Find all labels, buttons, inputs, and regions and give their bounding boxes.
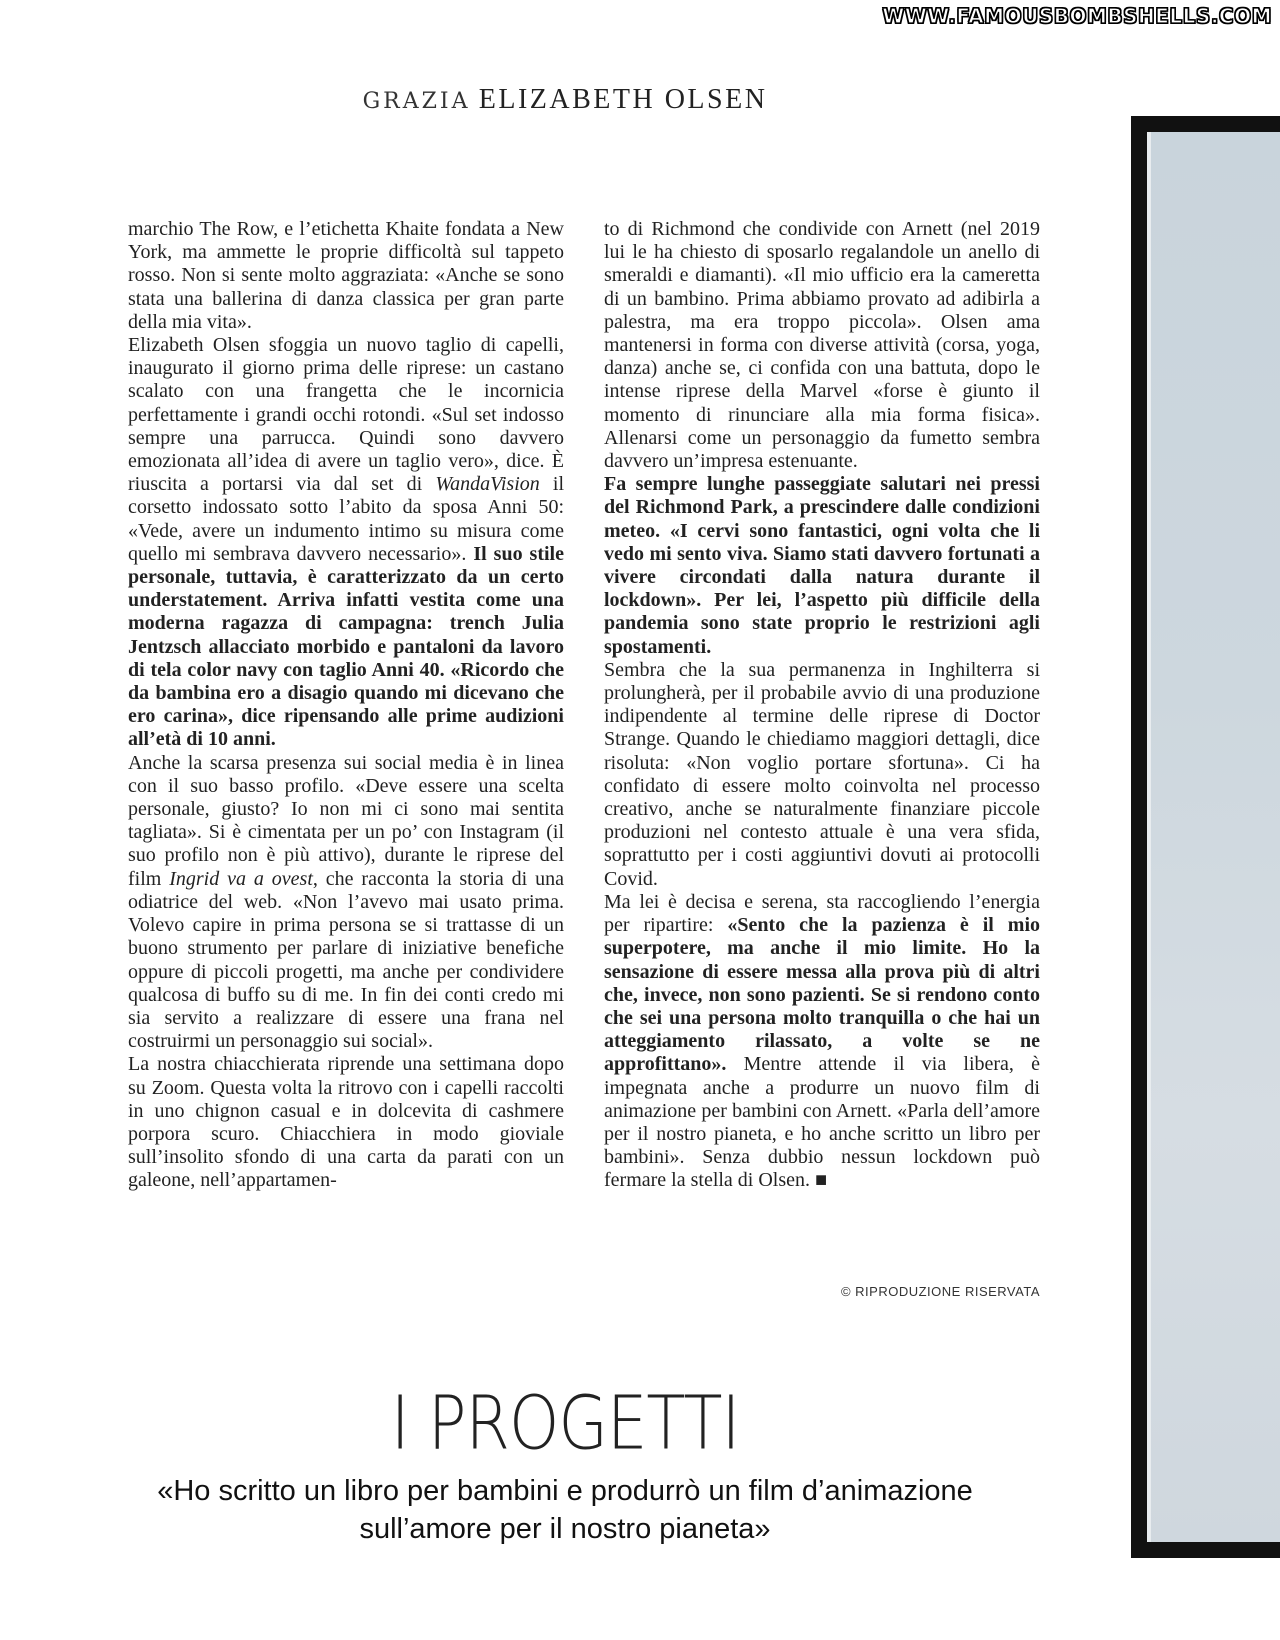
article-paragraph [128, 1053, 564, 1192]
text-segment: Ingrid va a ovest [169, 867, 313, 890]
article-paragraph [128, 218, 564, 334]
text-segment: WandaVision [435, 473, 540, 496]
article-paragraph [128, 752, 564, 1054]
copyright-notice: © RIPRODUZIONE RISERVATA [840, 1284, 1040, 1299]
article-column-right [604, 218, 1040, 1193]
text-segment: Ma lei è decisa e serena, sta raccogliendo l’energia per ripartire: [604, 890, 1040, 937]
article-paragraph [604, 891, 1040, 1193]
text-segment: to di Richmond che condivide con Arnett (nel 2019 lui le ha chiesto di sposarlo regalandole un anello di smeraldi e diamanti). «Il mio ufficio era la cameretta di un bambino. Prima abbiamo provato ad adibirla a palestra, ma era troppo piccola». Olsen ama mantenersi in forma con diverse attività (corsa, yoga, danza) anche se, ci confida con una battuta, dopo le intense riprese della Marvel «forse è giunto il momento di rinunciare alla mia forma fisica». Allenarsi come un personaggio da fumetto sembra davvero un’impresa estenuante. [604, 218, 1040, 473]
article-paragraph [604, 659, 1040, 891]
article-paragraph [604, 473, 1040, 659]
pull-quote-line-1: «Ho scritto un libro per bambini e produrrò un film d’animazione [157, 1475, 973, 1507]
magazine-logo: GRAZIA [362, 89, 471, 114]
text-segment: marchio The Row, e l’etichetta Khaite fondata a New York, ma ammette le proprie difficoltà sul tappeto rosso. Non si sente molto aggraziata: «Anche se sono stata una ballerina di danza classica per gran parte della mia vita». [128, 218, 564, 333]
text-segment: Elizabeth Olsen sfoggia un nuovo taglio di capelli, inaugurato il giorno prima delle riprese: un castano scalato con una frangetta che le incornicia perfettamente i grandi occhi rotondi. «Sul set indosso sempre una parrucca. Quindi sono davvero emozionata all’idea di avere un taglio vero», dice. È riuscita a portarsi via dal set di [128, 334, 564, 496]
section-title: I PROGETTI [390, 1382, 740, 1468]
text-segment: , che racconta la storia di una odiatrice del web. «Non l’avevo mai usato prima. Volevo capire in prima persona se si trattasse di un buono strumento per parlare di iniziative benefiche oppure di piccoli progetti, ma anche per condividere qualcosa di buffo su di me. In fin dei conti credo mi sia servito a realizzare di essere una frana nel costruirmi un personaggio sui social». [128, 867, 564, 1053]
text-segment: Mentre attende il via libera, è impegnata anche a produrre un nuovo film di animazione per bambini con Arnett. «Parla dell’amore per il nostro pianeta, e ho anche scritto un libro per bambini». Senza dubbio nessun lockdown può fermare la stella di Olsen. ■ [604, 1053, 1040, 1192]
watermark-text: WWW.FAMOUSBOMBSHELLS.COM [882, 4, 1272, 28]
text-segment: Sembra che la sua permanenza in Inghilterra si prolungherà, per il probabile avvio di una produzione indipendente al termine delle riprese di Doctor Strange. Quando le chiediamo maggiori dettagli, dice risoluta: «Non voglio portare sfortuna». Ci ha confidato di essere molto coinvolta nel processo creativo, anche se naturalmente finanziare piccole produzioni nel contesto attuale è una vera sfida, soprattutto per i costi aggiuntivi dovuti ai protocolli Covid. [604, 658, 1040, 890]
text-segment: il corsetto indossato sotto l’abito da sposa Anni 50: «Vede, avere un indumento intimo su misura come quello mi sembrava davvero necessario». [128, 473, 564, 565]
text-segment: «Sento che la pazienza è il mio superpotere, ma anche il mio limite. Ho la sensazione di essere messa alla prova più di altri che, invece, non sono pazienti. Se si rendono conto che sei una persona molto tranquilla o che hai un atteggiamento rilassato, a volte se ne approfittano». [604, 914, 1041, 1076]
photo-edge [1147, 132, 1151, 1542]
pull-quote [60, 1472, 1070, 1548]
article-column-left [128, 218, 564, 1193]
pull-quote-line-2: sull’amore per il nostro pianeta» [359, 1513, 771, 1545]
text-segment: Fa sempre lunghe passeggiate salutari nei pressi del Richmond Park, a prescindere dalle condizioni meteo. «I cervi sono fantastici, ogni volta che li vedo mi sento viva. Siamo stati davvero fortunati a vivere circondati dalla natura durante il lockdown». Per lei, l’aspetto più difficile della pandemia sono state proprio le restrizioni agli spostamenti. [604, 473, 1040, 658]
cropped-photo [1147, 132, 1280, 1542]
page-header [0, 84, 1130, 116]
article-paragraph [604, 218, 1040, 473]
article-subject: ELIZABETH OLSEN [478, 84, 768, 115]
text-segment: La nostra chiacchierata riprende una settimana dopo su Zoom. Questa volta la ritrovo con i capelli raccolti in uno chignon casual e in dolcevita di cashmere porpora scuro. Chiacchiera in modo gioviale sull’insolito sfondo di una carta da parati con un galeone, nell’appartamen- [128, 1053, 564, 1192]
text-segment: Anche la scarsa presenza sui social media è in linea con il suo basso profilo. «Deve essere una scelta personale, giusto? Io non mi ci sono mai sentita tagliata». Si è cimentata per un po’ con Instagram (il suo profilo non è più attivo), durante le riprese del film [128, 751, 564, 890]
article-paragraph [128, 334, 564, 752]
text-segment: Il suo stile personale, tuttavia, è caratterizzato da un certo understatement. Arriva infatti vestita come una moderna ragazza di campagna: trench Julia Jentzsch allacciato morbido e pantaloni da lavoro di tela color navy con taglio Anni 40. «Ricordo che da bambina ero a disagio quando mi dicevano che ero carina», dice ripensando alle prime audizioni all’età di 10 anni. [128, 542, 564, 751]
